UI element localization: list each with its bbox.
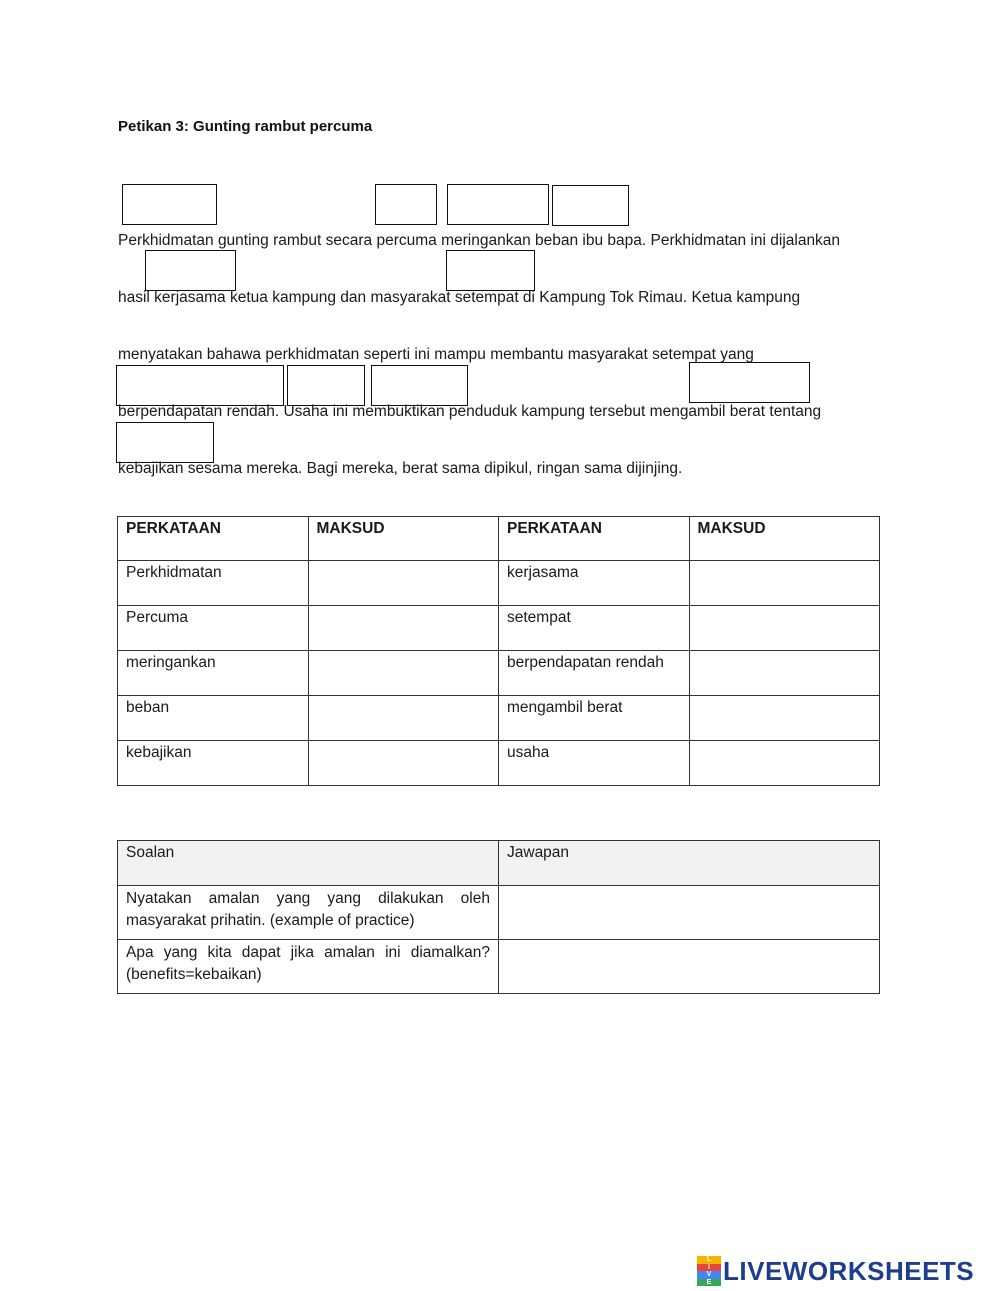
table-header-row: [118, 517, 880, 561]
answer-box[interactable]: [122, 184, 217, 225]
column-header: PERKATAAN: [499, 517, 690, 561]
table-header-row: [118, 841, 880, 886]
answer-box[interactable]: [447, 184, 549, 225]
vocabulary-table: [117, 516, 880, 786]
word-cell: beban: [118, 696, 309, 741]
table-row: [118, 561, 880, 606]
passage-line-5: kebajikan sesama mereka. Bagi mereka, berat sama dipikul, ringan sama dijinjing.: [118, 460, 683, 477]
passage-line-4: berpendapatan rendah. Usaha ini membuktikan penduduk kampung tersebut mengambil berat tentang: [118, 403, 822, 420]
question-cell: Nyatakan amalan yang yang dilakukan oleh masyarakat prihatin. (example of practice): [118, 886, 499, 940]
word-cell: Perkhidmatan: [118, 561, 309, 606]
answer-box[interactable]: [552, 185, 629, 226]
column-header: PERKATAAN: [118, 517, 309, 561]
table-row: [118, 651, 880, 696]
meaning-answer-cell[interactable]: [689, 741, 880, 786]
meaning-answer-cell[interactable]: [308, 561, 499, 606]
answer-box[interactable]: [375, 184, 437, 225]
passage-line-2: hasil kerjasama ketua kampung dan masyarakat setempat di Kampung Tok Rimau. Ketua kampung: [118, 289, 801, 306]
word-cell: meringankan: [118, 651, 309, 696]
meaning-answer-cell[interactable]: [308, 651, 499, 696]
table-row: [118, 741, 880, 786]
liveworksheets-logo: [697, 1254, 974, 1288]
word-cell: usaha: [499, 741, 690, 786]
table-row: [118, 886, 880, 940]
answer-cell[interactable]: [499, 940, 880, 994]
meaning-answer-cell[interactable]: [308, 741, 499, 786]
table-row: [118, 696, 880, 741]
logo-mark-letter: E: [697, 1279, 721, 1287]
passage-line-1: Perkhidmatan gunting rambut secara percuma meringankan beban ibu bapa. Perkhidmatan ini dijalankan: [118, 232, 841, 249]
logo-mark-icon: [697, 1256, 721, 1286]
answer-box[interactable]: [116, 365, 284, 406]
question-cell: Apa yang kita dapat jika amalan ini diamalkan? (benefits=kebaikan): [118, 940, 499, 994]
table-row: [118, 940, 880, 994]
meaning-answer-cell[interactable]: [689, 651, 880, 696]
column-header: Soalan: [118, 841, 499, 886]
logo-mark-letter: L: [697, 1256, 721, 1264]
meaning-answer-cell[interactable]: [308, 696, 499, 741]
word-cell: kebajikan: [118, 741, 309, 786]
answer-box[interactable]: [446, 250, 535, 291]
answer-box[interactable]: [371, 365, 468, 406]
logo-mark-letter: V: [697, 1271, 721, 1279]
word-cell: berpendapatan rendah: [499, 651, 690, 696]
word-cell: setempat: [499, 606, 690, 651]
answer-cell[interactable]: [499, 886, 880, 940]
column-header: Jawapan: [499, 841, 880, 886]
meaning-answer-cell[interactable]: [308, 606, 499, 651]
answer-box[interactable]: [689, 362, 810, 403]
meaning-answer-cell[interactable]: [689, 606, 880, 651]
column-header: MAKSUD: [689, 517, 880, 561]
word-cell: mengambil berat: [499, 696, 690, 741]
table-row: [118, 606, 880, 651]
column-header: MAKSUD: [308, 517, 499, 561]
logo-text: LIVEWORKSHEETS: [723, 1255, 975, 1286]
answer-box[interactable]: [287, 365, 365, 406]
meaning-answer-cell[interactable]: [689, 696, 880, 741]
worksheet-title: Petikan 3: Gunting rambut percuma: [118, 118, 373, 135]
word-cell: kerjasama: [499, 561, 690, 606]
answer-box[interactable]: [116, 422, 214, 463]
answer-box[interactable]: [145, 250, 236, 291]
passage-line-3: menyatakan bahawa perkhidmatan seperti ini mampu membantu masyarakat setempat yang: [118, 346, 754, 363]
question-answer-table: [117, 840, 880, 994]
word-cell: Percuma: [118, 606, 309, 651]
logo-mark-letter: I: [697, 1264, 721, 1272]
meaning-answer-cell[interactable]: [689, 561, 880, 606]
